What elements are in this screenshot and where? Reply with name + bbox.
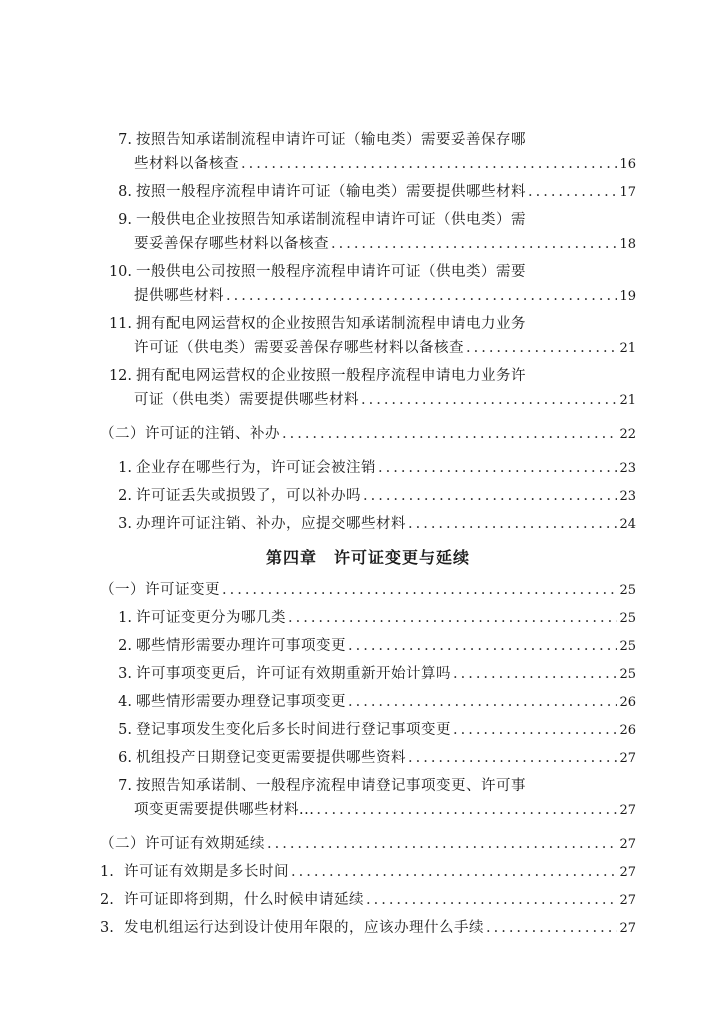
toc-entry-c4[interactable] xyxy=(100,690,636,714)
entry-number: 2. xyxy=(100,892,114,908)
entry-number: 12. xyxy=(108,368,132,384)
entry-title-line: 可证（供电类）需要提供哪些材料 xyxy=(134,392,359,408)
entry-page-number: 27 xyxy=(619,921,636,936)
table-of-contents xyxy=(100,128,636,940)
entry-page-number: 25 xyxy=(619,639,636,654)
dot-leader xyxy=(288,606,617,630)
entry-page-number: 21 xyxy=(619,393,636,408)
entry-page-number: 27 xyxy=(619,751,636,766)
entry-page-number: 27 xyxy=(619,803,636,818)
entry-title: 企业存在哪些行为，许可证会被注销 xyxy=(136,460,376,476)
entry-title-line: 一般供电企业按照告知承诺制流程申请许可证（供电类）需 xyxy=(136,212,526,228)
dot-leader xyxy=(348,634,617,658)
dot-leader xyxy=(348,690,617,714)
entry-page-number: 27 xyxy=(619,865,636,880)
dot-leader xyxy=(528,180,617,204)
entry-title-line: 按照告知承诺制、一般程序流程申请登记事项变更、许可事 xyxy=(136,778,526,794)
entry-page-number: 25 xyxy=(619,611,636,626)
toc-entry-12[interactable] xyxy=(100,364,636,412)
entry-title: 许可证有效期是多长时间 xyxy=(124,864,289,880)
entry-number: 11. xyxy=(108,316,132,332)
entry-page-number: 24 xyxy=(619,517,636,532)
entry-title-line: 许可证（供电类）需要妥善保存哪些材料以备核查 xyxy=(134,340,464,356)
entry-title-line: 一般供电公司按照一般程序流程申请许可证（供电类）需要 xyxy=(136,264,526,280)
entry-number: 7. xyxy=(118,778,132,794)
entry-title: 许可证变更分为哪几类 xyxy=(136,610,286,626)
entry-number: 8. xyxy=(118,184,132,200)
toc-entry-d1[interactable] xyxy=(100,860,636,884)
toc-entry-10[interactable] xyxy=(100,260,636,308)
entry-page-number: 27 xyxy=(619,837,636,852)
entry-page-number: 25 xyxy=(619,583,636,598)
entry-number: 1. xyxy=(118,610,132,626)
entry-title: 哪些情形需要办理登记事项变更 xyxy=(136,694,346,710)
entry-title-line: 按照告知承诺制流程申请许可证（输电类）需要妥善保存哪 xyxy=(136,132,526,148)
dot-leader xyxy=(366,888,617,912)
dot-leader xyxy=(267,832,617,856)
entry-title-line: 项变更需要提供哪些材料... xyxy=(134,802,315,818)
toc-entry-c3[interactable] xyxy=(100,662,636,686)
dot-leader xyxy=(226,284,617,308)
entry-page-number: 19 xyxy=(619,289,636,304)
entry-title-line: 些材料以备核查 xyxy=(134,156,239,172)
toc-entry-9[interactable] xyxy=(100,208,636,256)
toc-entry-8[interactable] xyxy=(100,180,636,204)
entry-number: 2. xyxy=(118,488,132,504)
entry-title: 发电机组运行达到设计使用年限的，应该办理什么手续 xyxy=(124,920,484,936)
toc-entry-7[interactable] xyxy=(100,128,636,176)
entry-page-number: 18 xyxy=(619,237,636,252)
entry-number: 6. xyxy=(118,750,132,766)
entry-page-number: 26 xyxy=(619,695,636,710)
entry-number: 9. xyxy=(118,212,132,228)
entry-page-number: 23 xyxy=(619,489,636,504)
entry-title-line: 按照一般程序流程申请许可证（输电类）需要提供哪些材料 xyxy=(136,184,526,200)
dot-leader xyxy=(361,388,617,412)
entry-page-number: 23 xyxy=(619,461,636,476)
dot-leader xyxy=(282,422,617,446)
entry-number: 1. xyxy=(118,460,132,476)
entry-number: 3. xyxy=(100,920,114,936)
entry-page-number: 17 xyxy=(619,185,636,200)
entry-number: 1. xyxy=(100,864,114,880)
entry-title: 许可证丢失或损毁了，可以补办吗 xyxy=(136,488,361,504)
toc-entry-c1[interactable] xyxy=(100,606,636,630)
entry-title: 哪些情形需要办理许可事项变更 xyxy=(136,638,346,654)
toc-entry-11[interactable] xyxy=(100,312,636,360)
toc-entry-c2[interactable] xyxy=(100,634,636,658)
entry-title: 许可事项变更后，许可证有效期重新开始计算吗 xyxy=(136,666,451,682)
dot-leader xyxy=(291,860,617,884)
toc-entry-b1[interactable] xyxy=(100,456,636,480)
entry-number: 3. xyxy=(118,666,132,682)
entry-number: 7. xyxy=(118,132,132,148)
chapter-heading: 第四章 许可证变更与延续 xyxy=(265,548,470,567)
entry-title: 许可证即将到期，什么时候申请延续 xyxy=(124,892,364,908)
entry-number: 2. xyxy=(118,638,132,654)
entry-number: 3. xyxy=(118,516,132,532)
dot-leader xyxy=(453,662,617,686)
dot-leader xyxy=(486,916,617,940)
dot-leader xyxy=(466,336,617,360)
toc-section-change[interactable] xyxy=(100,578,636,602)
dot-leader xyxy=(222,578,617,602)
entry-page-number: 25 xyxy=(619,667,636,682)
toc-entry-c6[interactable] xyxy=(100,746,636,770)
toc-entry-c7[interactable] xyxy=(100,774,636,822)
entry-title: 登记事项发生变化后多长时间进行登记事项变更 xyxy=(136,722,451,738)
entry-page-number: 27 xyxy=(619,893,636,908)
section-title: （二）许可证的注销、补办 xyxy=(100,426,280,442)
dot-leader xyxy=(331,232,617,256)
entry-page-number: 16 xyxy=(619,157,636,172)
entry-number: 5. xyxy=(118,722,132,738)
entry-title-line: 要妥善保存哪些材料以备核查 xyxy=(134,236,329,252)
dot-leader xyxy=(241,152,617,176)
toc-entry-b2[interactable] xyxy=(100,484,636,508)
toc-entry-c5[interactable] xyxy=(100,718,636,742)
entry-page-number: 26 xyxy=(619,723,636,738)
entry-page-number: 21 xyxy=(619,341,636,356)
entry-title: 机组投产日期登记变更需要提供哪些资料 xyxy=(136,750,406,766)
dot-leader xyxy=(408,746,617,770)
entry-title-line: 提供哪些材料 xyxy=(134,288,224,304)
entry-number: 4. xyxy=(118,694,132,710)
entry-title-line: 拥有配电网运营权的企业按照一般程序流程申请电力业务许 xyxy=(136,368,526,384)
section-title: （一）许可证变更 xyxy=(100,582,220,598)
toc-entry-b3[interactable] xyxy=(100,512,636,536)
dot-leader xyxy=(378,456,617,480)
toc-entry-d2[interactable] xyxy=(100,888,636,912)
dot-leader xyxy=(363,484,617,508)
toc-section-revocation[interactable] xyxy=(100,422,636,446)
section-title: （二）许可证有效期延续 xyxy=(100,836,265,852)
toc-section-renewal[interactable] xyxy=(100,832,636,856)
toc-entry-d3[interactable] xyxy=(100,916,636,940)
dot-leader xyxy=(408,512,617,536)
entry-title-line: 拥有配电网运营权的企业按照告知承诺制流程申请电力业务 xyxy=(136,316,526,332)
entry-page-number: 22 xyxy=(619,427,636,442)
entry-title: 办理许可证注销、补办，应提交哪些材料 xyxy=(136,516,406,532)
entry-number: 10. xyxy=(108,264,132,280)
dot-leader xyxy=(453,718,617,742)
dot-leader xyxy=(316,798,617,822)
